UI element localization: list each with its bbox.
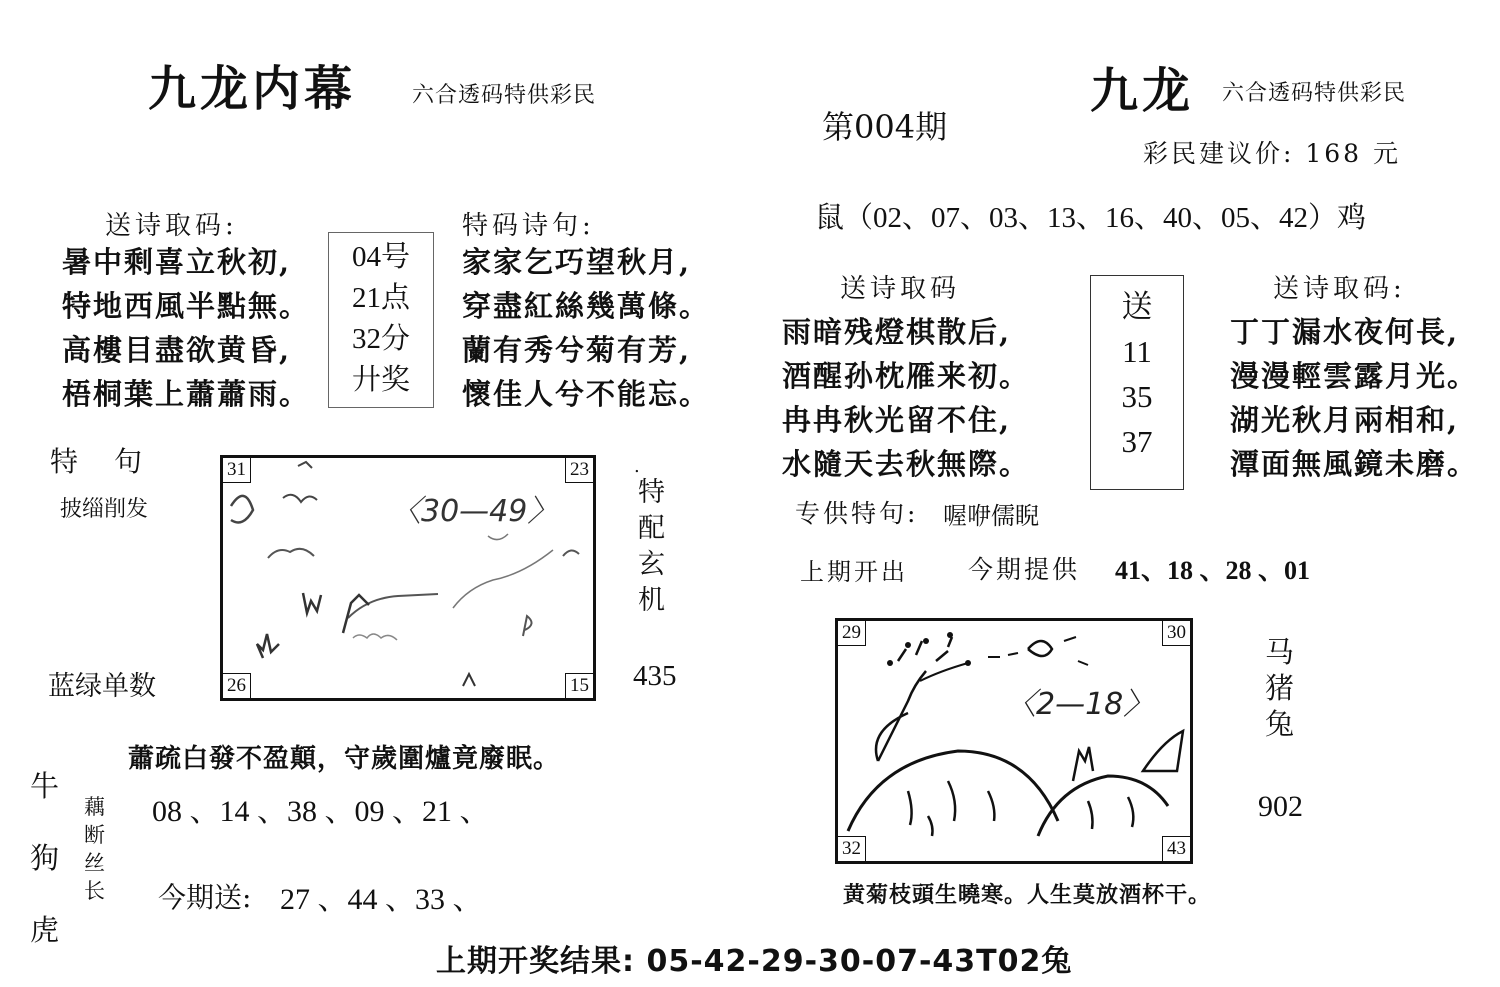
last-issue-label: 上期开出	[800, 558, 908, 586]
corner-number: 30	[1162, 620, 1191, 646]
right-poem-head-left: 送诗取码	[840, 274, 961, 304]
box-line: 37	[1121, 424, 1153, 459]
corner-number: 32	[837, 836, 866, 862]
box-line: 廾奖	[351, 364, 410, 396]
left-special-poem	[462, 240, 710, 416]
left-animals	[30, 750, 59, 966]
vertical-char: 藕	[84, 795, 105, 819]
price: 彩民建议价: 168 元	[1143, 139, 1402, 168]
vertical-char: 牛	[30, 769, 60, 803]
poem-line: 穿盡紅絲幾萬條。	[462, 289, 711, 323]
left-dot: .	[634, 456, 640, 477]
provide-label: 今期提供	[968, 555, 1081, 584]
poem-line: 特地西風半點無。	[62, 289, 311, 323]
right-side-number: 902	[1258, 790, 1303, 823]
sketch-handwriting: 〈2—18〉	[1006, 687, 1154, 722]
vertical-char: 玄	[638, 549, 665, 580]
corner-number: 29	[837, 620, 866, 646]
left-title: 九龙内幕	[148, 61, 357, 117]
box-line: 35	[1121, 379, 1153, 414]
right-verse: 黄菊枝頭生曉寒。人生莫放酒杯干。	[843, 882, 1212, 908]
sketch-strokes	[223, 458, 593, 698]
left-special-phrase: 披缁削发	[60, 497, 149, 522]
sketch-strokes	[838, 621, 1190, 861]
right-subtitle: 六合透码特供彩民	[1222, 81, 1407, 106]
left-send-label: 今期送:	[158, 881, 252, 914]
vertical-char: 丝	[84, 851, 105, 875]
right-animals	[1265, 634, 1294, 742]
left-verse: 蕭疏白發不盈顛，守歲圍爐竟廢眠。	[128, 744, 561, 774]
left-send-numbers: 27 、44 、33 、	[280, 883, 483, 916]
provide-numbers: 41、18 、28 、01	[1115, 556, 1311, 585]
right-poem-head-right: 送诗取码:	[1273, 274, 1406, 304]
left-numbers-line: 08 、14 、38 、09 、21 、	[152, 795, 490, 828]
left-special-phrase-label: 特 句	[50, 445, 147, 478]
poem-line: 家家乞巧望秋月,	[462, 245, 692, 279]
right-title: 九龙	[1090, 63, 1195, 119]
poem-line: 丁丁漏水夜何長,	[1230, 315, 1460, 349]
left-side-number: 435	[633, 660, 677, 692]
vertical-char: 马	[1265, 635, 1295, 669]
box-line: 04号	[351, 241, 410, 273]
corner-number: 43	[1162, 836, 1191, 862]
poem-line: 湖光秋月兩相和,	[1230, 403, 1460, 437]
left-subtitle: 六合透码特供彩民	[412, 83, 597, 108]
rat-rooster-numbers: 鼠（02、07、03、13、16、40、05、42）鸡	[815, 202, 1367, 234]
poem-line: 蘭有秀兮菊有芳,	[462, 333, 692, 367]
poem-line: 雨暗残燈棋散后,	[782, 315, 1012, 349]
left-send-poem	[62, 240, 310, 416]
poem-line: 懷佳人兮不能忘。	[462, 377, 711, 411]
vertical-char: 机	[638, 585, 665, 616]
right-send-box	[1090, 275, 1184, 490]
vertical-char: 狗	[30, 841, 60, 875]
poem-line: 漫漫輕雲露月光。	[1230, 359, 1479, 393]
right-poem-right	[1230, 310, 1478, 486]
right-poem-left	[782, 310, 1030, 486]
box-line: 11	[1122, 334, 1152, 369]
vertical-char: 长	[84, 879, 105, 903]
issue-number: 第004期	[822, 108, 948, 146]
vertical-char: 断	[84, 823, 105, 847]
right-special-phrase-label: 专供特句:	[795, 499, 919, 528]
left-color-label: 蓝绿单数	[48, 671, 156, 702]
poem-line: 酒醒孙枕雁来初。	[782, 359, 1031, 393]
left-send-poem-head: 送诗取码:	[105, 211, 238, 241]
vertical-char: 虎	[30, 913, 60, 947]
last-draw-result: 上期开奖结果: 05-42-29-30-07-43T02兔	[436, 944, 1073, 979]
right-sketch-picture	[835, 618, 1193, 864]
right-special-phrase: 喔咿儒睨	[943, 502, 1039, 530]
vertical-char: 兔	[1265, 707, 1295, 741]
vertical-char: 猪	[1265, 671, 1295, 705]
poem-line: 水隨天去秋無際。	[782, 447, 1031, 481]
vertical-char: 特	[638, 477, 665, 508]
poem-line: 高樓目盡欲黄昏,	[62, 333, 292, 367]
corner-number: 15	[565, 673, 594, 699]
poem-line: 潭面無風鏡未磨。	[1230, 447, 1479, 481]
corner-number: 31	[222, 457, 251, 483]
box-line: 32分	[351, 323, 410, 355]
corner-number: 26	[222, 673, 251, 699]
left-special-poem-head: 特码诗句:	[462, 211, 595, 241]
poem-line: 梧桐葉上蕭蕭雨。	[62, 377, 311, 411]
sketch-handwriting: 〈30—49〉	[391, 494, 558, 529]
box-line: 21点	[351, 282, 410, 314]
left-sketch-picture	[220, 455, 596, 701]
box-line: 送	[1121, 289, 1153, 324]
poem-line: 冉冉秋光留不住,	[782, 403, 1012, 437]
left-special-config	[638, 475, 665, 619]
left-code-box	[328, 232, 434, 408]
left-idiom	[84, 793, 105, 905]
poem-line: 暑中剩喜立秋初,	[62, 245, 292, 279]
corner-number: 23	[565, 457, 594, 483]
vertical-char: 配	[638, 513, 665, 544]
